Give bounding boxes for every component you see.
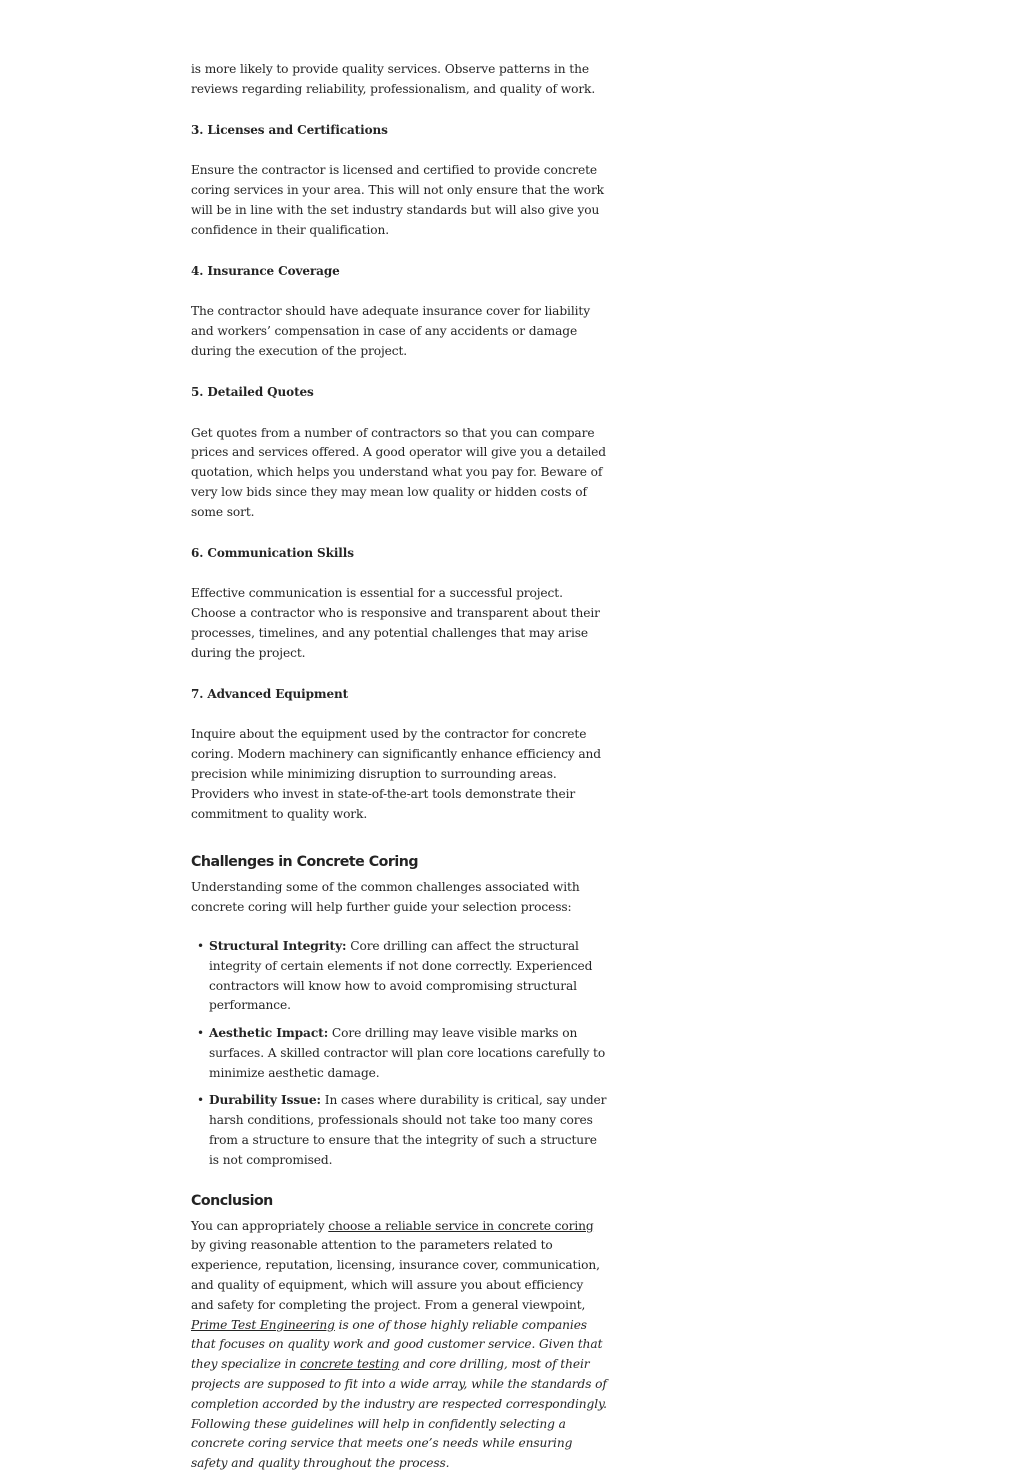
bullet-icon: • xyxy=(197,1026,204,1041)
conclusion-text: You can appropriately xyxy=(191,1218,329,1233)
section-body: Ensure the contractor is licensed and certified to provide concrete coring services in your area. This will not only ensure that the work will be in line with the set industry standards but will also give you confidence in their qualification. xyxy=(191,163,604,237)
prime-test-engineering-link[interactable]: Prime Test Engineering xyxy=(191,1317,335,1332)
list-item-term: Durability Issue: xyxy=(209,1093,321,1108)
conclusion-italic-text: is one of those highly reliable companies that focuses on quality work and good customer service. Given that they specialize in xyxy=(191,1317,603,1372)
article-body xyxy=(191,60,609,1474)
section-equipment xyxy=(191,685,609,825)
bullet-icon: • xyxy=(197,938,204,953)
intro-continuation-paragraph: is more likely to provide quality services. Observe patterns in the reviews regarding reliability, professionalism, and quality of work. xyxy=(191,62,596,96)
section-heading: 4. Insurance Coverage xyxy=(191,263,340,278)
list-item xyxy=(197,1091,609,1170)
conclusion-heading: Conclusion xyxy=(191,1192,273,1209)
challenges-list xyxy=(191,937,609,1171)
section-communication xyxy=(191,544,609,664)
list-item xyxy=(197,937,609,1016)
closing-paragraph: Following these guidelines will help in confidently selecting a concrete coring service that meets one’s needs while ensuring safety and quality throughout the process. xyxy=(191,1416,573,1471)
list-item-term: Aesthetic Impact: xyxy=(209,1026,329,1041)
list-item-term: Structural Integrity: xyxy=(209,938,347,953)
list-item xyxy=(197,1024,609,1083)
section-body: Inquire about the equipment used by the contractor for concrete coring. Modern machinery can significantly enhance efficiency and precision while minimizing disruption to surrounding areas. Providers who invest in state-of-the-art tools demonstrate their commitment to quality work. xyxy=(191,727,601,821)
section-licenses xyxy=(191,121,609,241)
section-heading: 6. Communication Skills xyxy=(191,545,354,560)
conclusion-paragraph xyxy=(191,1217,609,1415)
section-heading: 3. Licenses and Certifications xyxy=(191,122,388,137)
section-heading: 7. Advanced Equipment xyxy=(191,686,349,701)
section-quotes xyxy=(191,383,609,523)
list-item-text: Core drilling may leave visible marks on surfaces. A skilled contractor will plan core locations carefully to minimize aesthetic damage. xyxy=(209,1026,606,1080)
challenges-intro: Understanding some of the common challenges associated with concrete coring will help further guide your selection process: xyxy=(191,880,580,915)
conclusion-italic-text: and core drilling, most of their projects are supposed to fit into a wide array, while the standards of completion accorded by the industry are respected correspondingly. xyxy=(191,1357,607,1411)
list-item-text: Core drilling can affect the structural integrity of certain elements if not done correctly. Experienced contractors will know how to avoid compromising structural performance. xyxy=(209,938,593,1013)
section-body: Effective communication is essential for a successful project. Choose a contractor who is responsive and transparent about their processes, timelines, and any potential challenges that may arise during the project. xyxy=(191,586,600,660)
challenges-heading: Challenges in Concrete Coring xyxy=(191,854,419,871)
reliable-service-link[interactable]: choose a reliable service in concrete coring xyxy=(328,1218,594,1233)
bullet-icon: • xyxy=(197,1093,204,1108)
section-insurance xyxy=(191,262,609,362)
list-item-text: In cases where durability is critical, say under harsh conditions, professionals should not take too many cores from a structure to ensure that the integrity of such a structure is not compromised. xyxy=(209,1093,607,1167)
section-heading: 5. Detailed Quotes xyxy=(191,384,314,399)
conclusion-text: by giving reasonable attention to the parameters related to experience, reputation, licensing, insurance cover, communication, and quality of equipment, which will assure you about efficiency and safety for completing the project. From a general viewpoint, xyxy=(191,1238,600,1312)
section-body: The contractor should have adequate insurance cover for liability and workers’ compensation in case of any accidents or damage during the execution of the project. xyxy=(191,304,591,358)
concrete-testing-link[interactable]: concrete testing xyxy=(300,1357,400,1372)
section-body: Get quotes from a number of contractors so that you can compare prices and services offered. A good operator will give you a detailed quotation, which helps you understand what you pay for. Beware of very low bids since they may mean low quality or hidden costs of some sort. xyxy=(191,425,606,519)
